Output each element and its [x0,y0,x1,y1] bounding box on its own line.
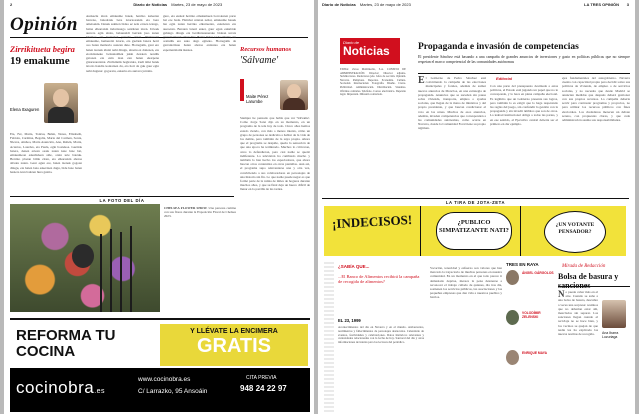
mirada-author-photo [602,300,626,328]
ad-address: C/ Larrazko, 95 Ansoáin [138,388,208,395]
zirrikitu-subtitle: 19 emakume [10,55,70,67]
zirrikitu-column [10,44,80,112]
mirada-author: Ana Ibarra Luzuriaga [602,331,619,340]
person-photo [506,350,519,365]
masthead-credits: EDITA: Zeroa Multimedia, S.A. CONSEJO DE ADMINISTRACIÓN. Director: Director adjunto. Subdirectores. Redactores jefe. Jefes de sección. Opinión. Navarra. Pamplona. Deportes. Economía. Cultura. Sociedad. Internacional. Fotografía. Diseño. Cierre. Publicidad. Administración. Distribución. Sistemas. Oficinas centrales. Teléfono. Correo electrónico. Depósito legal. Impresión. Difusión controlada. [340,68,406,97]
ad-phone[interactable]: 948 24 22 97 [240,384,287,393]
header-section-right: LA TRES OPINIÓN [584,2,619,7]
ad-banner-line1: Y LLÉVATE LA ENCIMERA [190,328,278,335]
zirrikitu-body: Eta, Fer, María, Tontxu, Belén, Nerea, Elisabeth, Fabiola, Carmina, Begoña, Maria del Carmen, Sonia, Nieves, Ainhoa, María Asunción, Ana, Rubén, María, Acantos, Lourdes, eta Paula, egin bostekoa. Guztiok batera, denen artean osatu zuten kate luze bat, emakumeon eskubideen alde, orain urte batzuk. Herriko plazan bildu ziren, eta elkarrekin ahotsa altxatu zuten. Gaur egun ere, haien izenak gogoan ditugu, eta haien lana eskertzen dugu, bide luze baten hasiera izan baitzen hura guztia. [10,132,82,174]
cartoon-right-text: ¿UN VOTANTE PENSADOR? [555,222,595,235]
editorial-col-1: El Gobierno de Pedro Sánchez está convirtiendo la campaña de las elecciones municipales y forales, además de sumar nuevos anuncios de Moncloa, en una estrategia de propaganda. Anuncios que se suceden sin pausa sobre vivienda, transporte, empleo o ayudas sociales, que llegan de la mano de ministros y del propio presidente, y que buscan condicionar el voto en las urnas. Muchos de esos anuncios, además, invaden competencias que corresponden a las comunidades autónomas, como ocurre en Navarra, donde la Comunidad Foral tiene su propio régimen. [418,76,486,131]
mirada-body: No puede caber más en el aire. Cuando se sube a una bolsa de basura, descubre a veces una sorpresa: residuos que no deberían estar ahí, mezclados sin separar. Las sanciones llegan cuando el reciclaje no se hace bien, y los vecinos se quejan de que nadie les ha explicado las nuevas normas de recogida. [558,290,598,337]
editorial-col-3: ejes fundamentales del autogobierno. Navarra cuenta con capacidad propia para decidir sobre sus políticas de vivienda, de empleo o de servicios sociales, y no necesita que desde Madrid se anuncien medidas que después deberá gestionar con sus propios recursos. La campaña debería servir para contrastar programas y proyectos, no para utilizar los recursos públicos con fines electorales. Los ciudadanos merecen un debate sereno, con propuestas claras, y que cada administración asuma sus responsabilidades. [562,76,630,123]
recursos-subtitle: 'Sálvame' [240,55,279,66]
cartoon-label: LA TIRA DE JOTA-ZETA [322,198,629,205]
recursos-title: Recursos humanos [240,46,292,53]
recursos-column [240,46,310,104]
person-name: VOLODÍMIR ZELENSKI [522,311,541,319]
people-list [506,270,556,390]
efemerides-list: Acontecimientos del día en Navarra y en el mundo. Aniversarios, nacimientos y fallecimientos de personajes destacados. Calendario de eventos, festividades y celebraciones. Datos históricos relevantes y curiosidades relacionadas con la fecha de hoy. Santoral del día y otras informaciones de interés para los lectores del periódico. [338,326,424,345]
page-number-right: 3 [626,2,629,7]
cartoon-left-text: ¡INDECISOS! [331,211,413,232]
ad-brand-suffix: .es [94,388,106,395]
person-card [506,350,556,390]
section-title-opinion: Opinión [10,14,78,35]
zirrikitu-author: Elena Itxaguren [10,107,40,112]
left-page-header [10,2,308,9]
mirada-rule [558,286,630,287]
mirada-title: Bolsa de basura y [558,272,619,281]
editorial-rule [418,73,630,74]
header-newspaper-right: Diario de Noticias [322,2,356,7]
recursos-body: Siempre he pensado que habla que ver 'Sálvame'. Como Jorge Sanz dijo en su momento, en un programa de la tele hay de todo. Cinco años hemos estado viendo, con más o menos interés, cómo un grupo de personas se dedicaba a hablar de la vida de los demás, pero también de la suya propia. Ahora que el programa se despide, queda la sensación de que una época ha terminado. Muchos lo criticaron, otros lo defendieron, pero casi nadie se quedó indiferente. La televisión ha cambiado mucho y también lo han hecho los espectadores, que ahora buscan otros contenidos en otras pantallas. Aun así, el programa supo reinventarse una y otra vez, convirtiendo a sus colaboradores en personajes de una historia sin fin. Lo que nadie puede negar es que formó parte de la rutina de miles de hogares durante muchos años, y que su final deja un hueco difícil de llenar en la parrilla de las tardes. [240,116,310,192]
cartoon-middle-text: ¿PUBLICO SIMPATIZANTE NATI? [439,219,509,234]
photo-of-the-day [10,204,160,312]
header-date-right: Martes, 23 de mayo de 2023 [359,2,411,7]
photo-caption [164,206,236,310]
header-date-left: Martes, 23 de mayo de 2023 [171,2,223,7]
editorial-col-2: Con una parte del presupuesto destinada a estas políticas, el Estado está jugando un papel que no le corresponde, y lo hace en plena campaña electoral. Es legítimo que un Gobierno presente sus logros, pero también lo es exigir que lo haga respetando las reglas del juego, sin confundir la gestión con la propaganda y sin invadir ámbitos que son de otros. La lealtad institucional obliga a todas las partes, y en ese sentido, el Ejecutivo central debería ser el primero en dar ejemplo. [490,84,558,126]
author-photo [44,83,78,123]
person-photo [506,270,519,285]
ad-brand [16,378,105,398]
person-card [506,270,556,310]
tres-en-raya-label: TRES EN RAYA [506,262,539,267]
ad-brand-name: cocinobra [16,378,95,397]
zirrikitu-title: Zirrikitueta begira [10,44,75,54]
photo-caption-name: CHELSEA FLOWER SHOW. [164,206,208,210]
left-column-2: Aurkeztu ziren emakume haiek, herriko kaleetan barrena, bakoitzak bere istorioarekin eta bere ametsekin. Denek zekiten bidea ez zela erraza izango, baina elkarrekin indartsuago sentitzen ziren. Urteek aurrera egin ahala, belaunaldi berriek jaso zuten lekukoa eta borrokan jarraitu zuten. Hemeretzi emakume, hemeretzi istorio, eta guztiek batera herri oso baten memoria osatzen dute. Horregatik, gaur ere haien izenak idatzi nahi ditugu, ahaztu ez daitezen, eta etorkizuneko belaunaldiek jakin dezaten nondik gatozen eta zein izan zen haien ekarpena gizartearentzat. Zirrikitutik begiratuta, irudi txiki batek istorio handia kontatzen du, eta hori da guk gaur egin nahi duguna: gogoratu, eskertu eta aurrera jarraitu. [86,14,159,73]
right-page [318,0,635,414]
recursos-accent-bar [240,79,244,101]
cartoon-strip [324,206,626,256]
photo-caption-text: Una persona camina con sus flores durante la Exposición Floral de Chelsea 2023. [164,206,236,219]
ad-banner [160,324,308,366]
photo-section-label: LA FOTO DEL DÍA [10,196,234,203]
sabias-text: ...El Banco de Alimentos recibirá la campaña de recogida de alimentos? [338,274,420,285]
efemerides-label: EL 23, 1999 [338,318,361,323]
person-photo [506,310,519,325]
editorial-title: Propaganda e invasión de competencias [418,42,579,52]
cartoon-right-bubble [544,211,606,253]
masthead-big: Noticias [343,44,390,58]
editorial-label: Editorial [496,76,513,81]
header-newspaper-left: Diario de Noticias [133,2,168,7]
mirada-label: Mirada de Redacción [562,264,606,269]
margin-strip [324,262,334,412]
cartoon-speech-bubble [436,212,512,250]
ad-website[interactable]: www.cocinobra.es [138,376,191,383]
right-page-header [322,2,629,9]
masthead-small: Diario de [343,40,360,45]
section-rule [10,37,308,38]
left-page [4,0,314,414]
ad-cocinobra[interactable] [10,318,310,412]
recursos-author: Maite Pérez Larumbe [246,94,269,104]
ad-banner-line2: GRATIS [196,335,272,357]
ad-footer [10,368,310,412]
person-name: ÁNGEL GÁRGOLOS [522,271,554,275]
person-card [506,310,556,350]
recursos-author-photo [280,80,308,110]
opinion-column-lower: Vocación, tenacidad y esfuerzo son valores que han marcado la trayectoria de muchas personas en nuestra comunidad. En un momento en el que todo parece ir demasiado deprisa, merece la pena detenerse a reconocer el trabajo callado de quienes, día tras día, sostienen los servicios públicos, las asociaciones y las pequeñas empresas que dan vida a nuestros pueblos y barrios. [430,266,502,300]
sabias-label: ¿SABÍA QUE... [338,264,370,269]
masthead [340,38,400,64]
person-name: ENRIQUE MAYA [522,351,548,355]
left-column-3: gure, eta euskal herriko emakumeen borrokaren parte bat ere bada. Hainbat urtetan zehar, emakume hauek lan egin zuten herriko elkarteetan, eskoletan eta auzoetan. Beraien lanari esker, gaur egun eskubide gehiago ditugu eta berdintasunerako bidean urrats garrantzitsuak eman dira. Baina bidea ez da amaitu, eta oraindik ere asko dago egiteko. Horregatik da garrantzitsua haien ahotsa entzutea eta haien esperientziatik ikastea. [163,14,236,52]
page-number-left: 2 [10,2,13,7]
ad-cita-label: CITA PREVIA [246,375,277,381]
ad-headline: REFORMA TU COCINA [16,327,116,360]
editorial-lead: El presidente Sánchez está basando a una campaña de grandes anuncios de inversiones y gasto en políticas públicas que no siempre respetan el marco competencial de las comunidades autónomas [418,55,630,64]
